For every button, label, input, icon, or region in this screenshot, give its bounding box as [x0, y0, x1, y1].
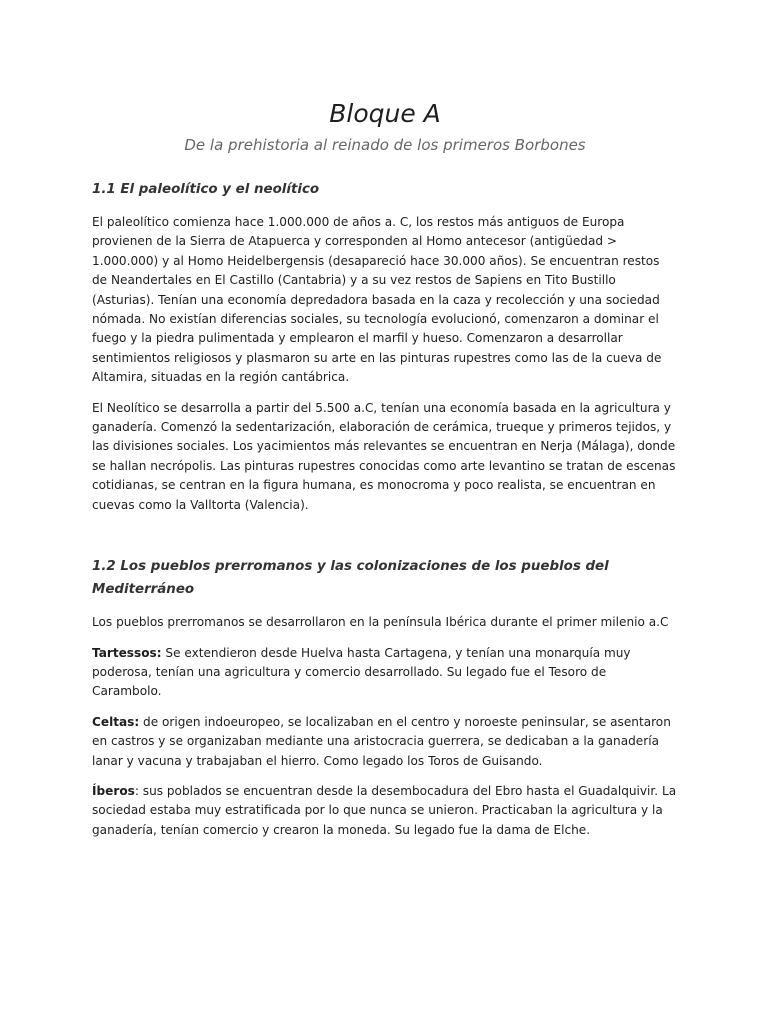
paragraph-neolitico: El Neolítico se desarrolla a partir del 5.500 a.C, tenían una economía basada en la agricultura y ganadería. Comenzó la sedentarización, elaboración de cerámica, trueque y primeros tejidos, y las divisiones sociales. Los yacimientos más relevantes se encuentran en Nerja (Málaga), donde se hallan necrópolis. Las pinturas rupestres conocidas como arte levantino se tratan de escenas cotidianas, se centran en la figura humana, es monocroma y poco realista, se encuentran en cuevas como la Valltorta (Valencia). [92, 400, 676, 512]
document-subtitle: De la prehistoria al reinado de los primeros Borbones [184, 136, 586, 154]
text-iberos: : sus poblados se encuentran desde la desembocadura del Ebro hasta el Guadalquivir. La sociedad estaba muy estratificada por lo que nunca se unieron. Practicaban la agricultura y la ganadería, tenían comercio y crearon la moneda. Su legado fue la dama de Elche. [92, 783, 677, 837]
paragraph-iberos [92, 782, 678, 840]
document-title: Bloque A [329, 99, 441, 128]
section-heading-paleolitico: 1.1 El paleolítico y el neolítico [92, 182, 320, 197]
term-celtas: Celtas: [92, 714, 140, 729]
paragraph-intro-prerromanos: Los pueblos prerromanos se desarrollaron en la península Ibérica durante el primer milenio a.C [92, 615, 669, 630]
section-heading-pueblos-prerromanos: 1.2 Los pueblos prerromanos y las colonizaciones de los pueblos del Mediterráneo [92, 559, 609, 598]
paragraph-tartessos [92, 644, 678, 702]
term-tartessos: Tartessos: [92, 645, 162, 660]
paragraph-paleolitico: El paleolítico comienza hace 1.000.000 de años a. C, los restos más antiguos de Europa provienen de la Sierra de Atapuerca y corresponden al Homo antecesor (antigüedad > 1.000.000) y al Homo Heidelbergensis (desapareció hace 30.000 años). Se encuentran restos de Neandertales en El Castillo (Cantabria) y a su vez restos de Sapiens en Tito Bustillo (Asturias). Tenían una economía depredadora basada en la caza y recolección y una sociedad nómada. No existían diferencias sociales, su tecnología evolucionó, comenzaron a dominar el fuego y la piedra pulimentada y emplearon el marfil y hueso. Comenzaron a desarrollar sentimientos religiosos y plasmaron su arte en las pinturas rupestres como las de la cueva de Altamira, situadas en la región cantábrica. [92, 215, 662, 385]
document-page [92, 96, 678, 840]
text-celtas: de origen indoeuropeo, se localizaban en el centro y noroeste peninsular, se asentaron en castros y se organizaban mediante una aristocracia guerrera, se dedicaban a la ganadería lanar y vacuna y trabajaban el hierro. Como legado los Toros de Guisando. [92, 714, 671, 768]
term-iberos: Íberos [92, 783, 135, 798]
text-tartessos: Se extendieron desde Huelva hasta Cartagena, y tenían una monarquía muy poderosa, tenían una agricultura y comercio desarrollado. Su legado fue el Tesoro de Carambolo. [92, 645, 631, 699]
paragraph-celtas [92, 713, 678, 771]
